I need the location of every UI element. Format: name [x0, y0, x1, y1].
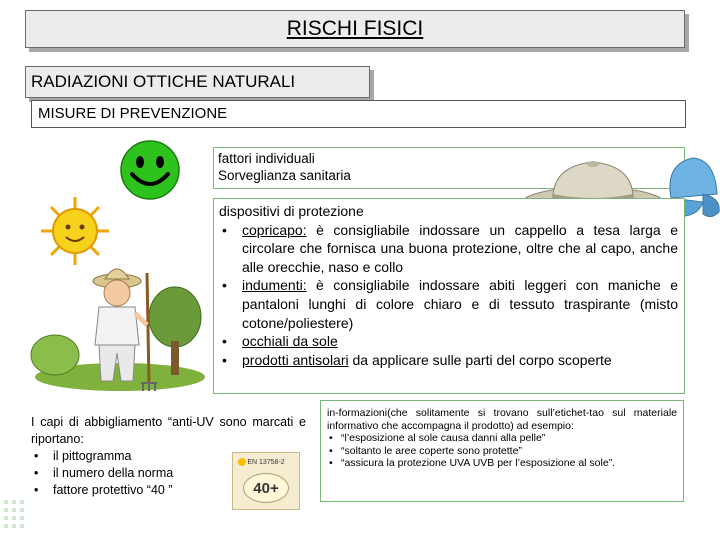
- devices-list: [219, 221, 678, 370]
- list-item: • prodotti antisolari da applicare sulle parti del corpo scoperte: [219, 351, 678, 370]
- decorative-dots: [2, 498, 28, 538]
- factors-line-1: fattori individuali: [218, 151, 315, 166]
- info-list: [327, 432, 677, 470]
- norm-number: EN 13758-2: [247, 459, 285, 466]
- list-item: • “assicura la protezione UVA UVB per l’esposizione al sole”.: [327, 457, 677, 470]
- gardener-illustration: [25, 195, 205, 395]
- section-title: RADIAZIONI OTTICHE NATURALI: [31, 72, 296, 91]
- gardener-figure: [93, 269, 157, 391]
- list-item: • occhiali da sole: [219, 332, 678, 351]
- devices-heading: dispositivi di protezione: [219, 203, 364, 219]
- list-item: • “l’esposizione al sole causa danni alla pelle”: [327, 432, 677, 445]
- list-item: • indumenti: è consigliabile indossare abiti leggeri con maniche e pantaloni lunghi di colore chiaro e di tessuto traspirante (misto cotone/poliestere): [219, 276, 678, 332]
- list-item: • fattore protettivo “40 ”: [31, 482, 306, 499]
- page-title: RISCHI FISICI: [286, 17, 424, 40]
- label-info-box: [320, 400, 684, 502]
- factors-line-2: Sorveglianza sanitaria: [218, 168, 351, 183]
- list-item: • copricapo: è consigliabile indossare un cappello a tesa larga e circolare che fornisca una buona protezione, oltre che al capo, anche alle orecchie, naso e collo: [219, 221, 678, 277]
- uv-factor: 40+: [243, 473, 289, 503]
- protection-devices-box: [213, 198, 685, 394]
- list-item: • il pittogramma: [31, 448, 306, 465]
- list-item: • “soltanto le aree coperte sono protette”: [327, 445, 677, 458]
- smiley-icon: [118, 138, 182, 202]
- info-text: in-formazioni(che solitamente si trovano sull’etichet-tao sul materiale informativo che accompagna il prodotto) ad esempio:: [327, 407, 677, 432]
- measures-title: MISURE DI PREVENZIONE: [38, 105, 228, 122]
- uv-label-pictogram: [232, 452, 300, 510]
- sun-icon: [41, 197, 109, 265]
- clothing-intro: I capi di abbigliamento “anti-UV sono marcati e riportano:: [31, 415, 306, 446]
- list-item: • il numero della norma: [31, 465, 306, 482]
